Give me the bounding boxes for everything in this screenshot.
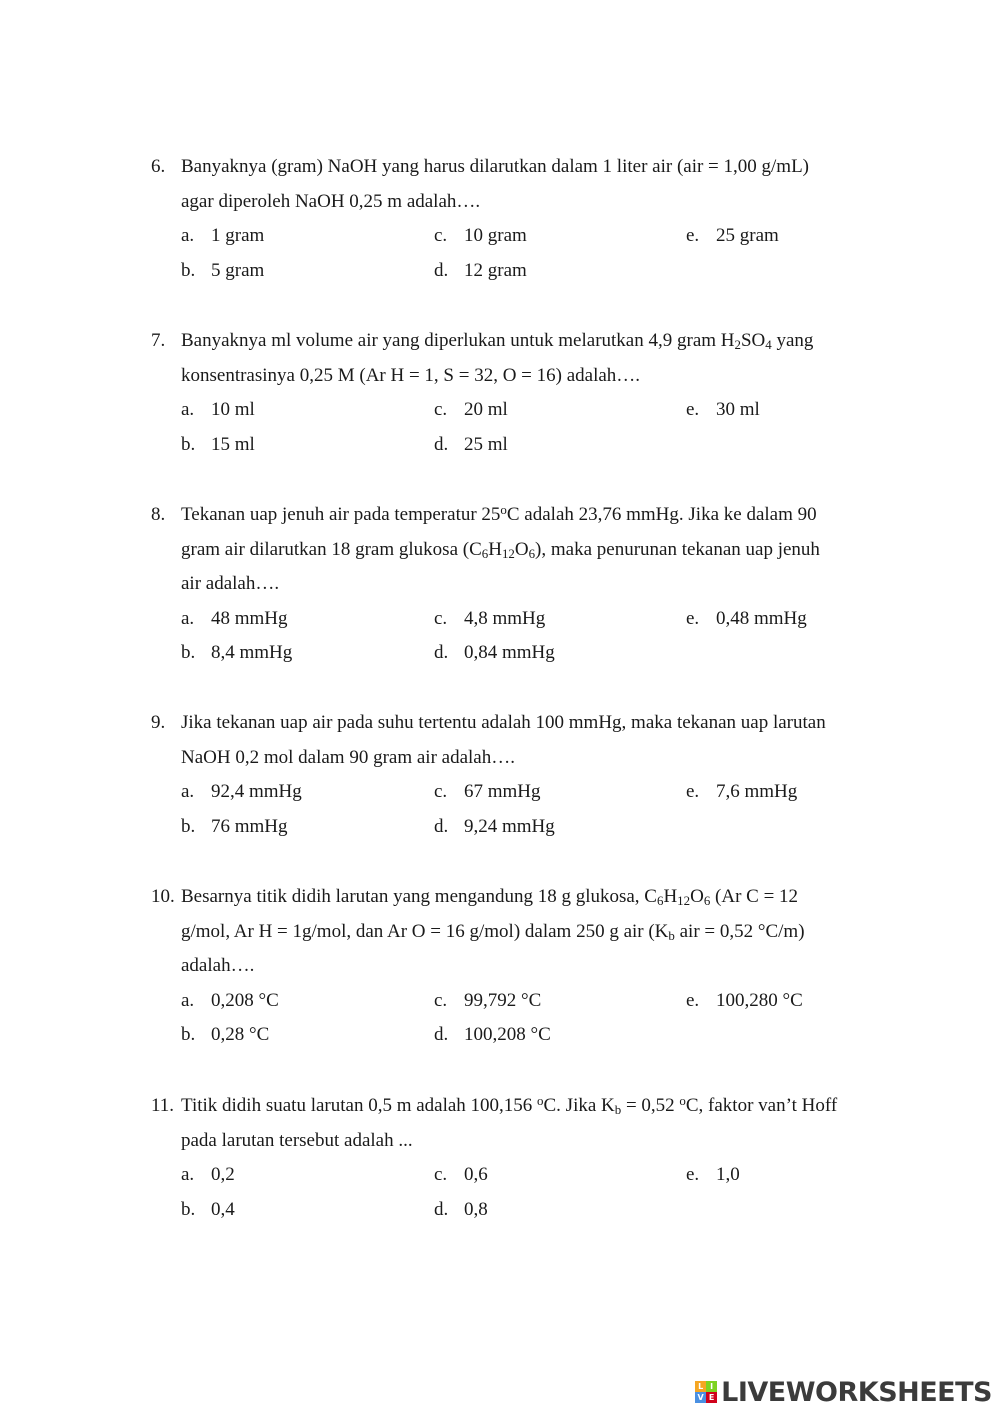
answer-option[interactable] [434, 1018, 551, 1053]
option-letter: a. [181, 781, 195, 802]
answer-option[interactable] [686, 219, 779, 254]
question-text: pada larutan tersebut adalah ... [181, 1129, 413, 1151]
question-text: Banyaknya (gram) NaOH yang harus dilarutkan dalam 1 liter air (air = 1,00 g/mL) [181, 156, 810, 177]
answer-options [151, 393, 911, 462]
option-letter: e. [686, 399, 700, 420]
answer-option[interactable] [686, 984, 803, 1019]
option-letter: d. [434, 1024, 449, 1045]
answer-options [151, 1158, 911, 1227]
question-line [151, 706, 911, 741]
question-text: Tekanan uap jenuh air pada temperatur 25$^o$C adalah 23,76 mmHg. Jika ke dalam 90 [181, 502, 817, 525]
question-number: 9. [151, 712, 166, 733]
option-text: 10 gram [464, 225, 527, 246]
answer-option[interactable] [181, 1018, 269, 1053]
answer-options [151, 219, 911, 288]
answer-options [151, 984, 911, 1053]
option-letter: b. [181, 433, 196, 455]
question-line [151, 359, 911, 394]
answer-option[interactable] [181, 636, 292, 671]
question-number: 11. [151, 1095, 175, 1116]
option-text: 9,24 mmHg [464, 815, 555, 837]
option-text: 67 mmHg [464, 781, 541, 802]
question-8 [151, 498, 911, 671]
question-text: agar diperoleh NaOH 0,25 m adalah…. [181, 190, 481, 212]
question-text: Banyaknya ml volume air yang diperlukan untuk melarutkan 4,9 gram $H_2SO_4$ yang [181, 330, 814, 353]
option-text: 5 gram [211, 259, 265, 281]
question-line [151, 741, 911, 776]
question-line [151, 324, 911, 359]
option-text: 0,6 [464, 1164, 488, 1185]
option-text: 30 ml [716, 399, 760, 420]
option-letter: a. [181, 225, 195, 246]
option-text: 25 ml [464, 433, 508, 455]
answer-option[interactable] [434, 219, 527, 254]
option-letter: a. [181, 1164, 195, 1185]
option-letter: a. [181, 607, 195, 629]
option-text: 92,4 mmHg [211, 781, 302, 802]
option-text: 0,28 °C [211, 1024, 270, 1045]
answer-option[interactable] [434, 1158, 488, 1193]
answer-option[interactable] [434, 428, 508, 463]
question-text: konsentrasinya 0,25 M (Ar H = 1, S = 32, O = 16) adalah…. [181, 364, 641, 386]
option-text: 25 gram [716, 225, 779, 246]
option-letter: d. [434, 259, 449, 281]
answer-option[interactable] [434, 984, 541, 1019]
answer-option[interactable] [434, 775, 541, 810]
option-letter: d. [434, 433, 449, 455]
option-text: 7,6 mmHg [716, 781, 798, 802]
option-text: 100,208 °C [464, 1024, 551, 1045]
answer-option[interactable] [181, 810, 288, 845]
question-number: 7. [151, 330, 166, 351]
answer-option[interactable] [181, 393, 255, 428]
option-letter: d. [434, 1198, 449, 1220]
option-text: 0,4 [211, 1198, 235, 1220]
answer-option[interactable] [686, 602, 807, 637]
option-letter: c. [434, 399, 448, 420]
option-letter: c. [434, 225, 448, 246]
option-letter: e. [686, 225, 700, 246]
question-text: Titik didih suatu larutan 0,5 m adalah 100,156 $^o$C. Jika $K_b = 0,52$ $^o$C, faktor van’t Hoff [181, 1093, 838, 1118]
question-7 [151, 324, 911, 462]
question-line [151, 150, 911, 185]
liveworksheets-logo [695, 1377, 992, 1407]
answer-option[interactable] [181, 254, 264, 289]
answer-option[interactable] [434, 393, 508, 428]
option-letter: e. [686, 1164, 700, 1185]
option-text: 8,4 mmHg [211, 642, 293, 663]
answer-options [151, 775, 911, 844]
option-text: 0,48 mmHg [716, 607, 807, 629]
option-text: 48 mmHg [211, 607, 288, 629]
question-number: 10. [151, 886, 175, 907]
option-letter: b. [181, 1024, 196, 1045]
option-letter: d. [434, 642, 449, 663]
question-line [151, 533, 911, 568]
answer-option[interactable] [434, 602, 545, 637]
answer-option[interactable] [181, 1158, 235, 1193]
option-text: 0,2 [211, 1164, 235, 1185]
logo-tile: I [706, 1381, 717, 1392]
option-text: 0,84 mmHg [464, 642, 555, 663]
answer-option[interactable] [434, 636, 555, 671]
question-text: Besarnya titik didih larutan yang mengandung 18 g glukosa, $C_6H_{12}O_6$ (Ar C = 12 [181, 886, 799, 909]
option-text: 1 gram [211, 225, 265, 246]
option-text: 4,8 mmHg [464, 607, 546, 629]
question-line [151, 567, 911, 602]
logo-tile: V [695, 1392, 706, 1403]
question-11 [151, 1089, 911, 1227]
option-text: 0,8 [464, 1198, 488, 1220]
question-6 [151, 150, 911, 288]
question-line [151, 1124, 911, 1159]
answer-option[interactable] [686, 1158, 740, 1193]
answer-option[interactable] [434, 254, 527, 289]
option-letter: b. [181, 259, 196, 281]
option-letter: b. [181, 815, 196, 837]
question-9 [151, 706, 911, 844]
option-letter: d. [434, 815, 449, 837]
question-number: 8. [151, 504, 166, 525]
question-line [151, 185, 911, 220]
answer-option[interactable] [686, 393, 760, 428]
option-letter: c. [434, 1164, 448, 1185]
question-text: NaOH 0,2 mol dalam 90 gram air adalah…. [181, 746, 515, 768]
liveworksheets-logo-icon [695, 1381, 717, 1403]
option-text: 10 ml [211, 399, 255, 420]
answer-option[interactable] [181, 775, 302, 810]
question-line [151, 880, 911, 915]
answer-option[interactable] [181, 219, 264, 254]
option-letter: e. [686, 607, 700, 629]
option-text: 1,0 [716, 1164, 740, 1185]
answer-option[interactable] [181, 602, 288, 637]
question-10 [151, 880, 911, 1053]
question-line [151, 498, 911, 533]
logo-tile: L [695, 1381, 706, 1392]
answer-option[interactable] [434, 810, 555, 845]
option-letter: c. [434, 607, 448, 629]
question-text: Jika tekanan uap air pada suhu tertentu adalah 100 mmHg, maka tekanan uap larutan [181, 712, 826, 733]
question-number: 6. [151, 156, 166, 177]
question-text: g/mol, Ar H = 1g/mol, dan Ar O = 16 g/mol) dalam 250 g air ($K_b$ air = 0,52 °C/m) [181, 920, 805, 943]
option-text: 12 gram [464, 259, 527, 281]
option-letter: c. [434, 781, 448, 802]
option-text: 99,792 °C [464, 989, 542, 1011]
answer-option[interactable] [434, 1193, 488, 1228]
option-text: 100,280 °C [716, 989, 803, 1011]
question-line [151, 949, 911, 984]
option-letter: b. [181, 642, 196, 663]
answer-option[interactable] [181, 1193, 235, 1228]
question-text: gram air dilarutkan 18 gram glukosa $(C_6H_{12}O_6)$, maka penurunan tekanan uap jenuh [181, 538, 820, 561]
answer-option[interactable] [181, 984, 279, 1019]
option-letter: c. [434, 989, 448, 1011]
option-letter: a. [181, 989, 195, 1011]
option-letter: b. [181, 1198, 196, 1220]
option-text: 15 ml [211, 433, 255, 455]
option-letter: e. [686, 989, 700, 1011]
answer-options [151, 602, 911, 671]
logo-tile: E [706, 1392, 717, 1403]
option-text: 76 mmHg [211, 815, 288, 837]
question-line [151, 915, 911, 950]
option-letter: e. [686, 781, 700, 802]
question-line [151, 1089, 911, 1124]
liveworksheets-logo-text: LIVEWORKSHEETS [721, 1376, 992, 1408]
option-text: 20 ml [464, 399, 508, 420]
question-text: air adalah…. [181, 573, 280, 594]
answer-option[interactable] [181, 428, 255, 463]
option-text: 0,208 °C [211, 989, 279, 1011]
answer-option[interactable] [686, 775, 797, 810]
option-letter: a. [181, 399, 195, 420]
question-text: adalah…. [181, 955, 255, 976]
